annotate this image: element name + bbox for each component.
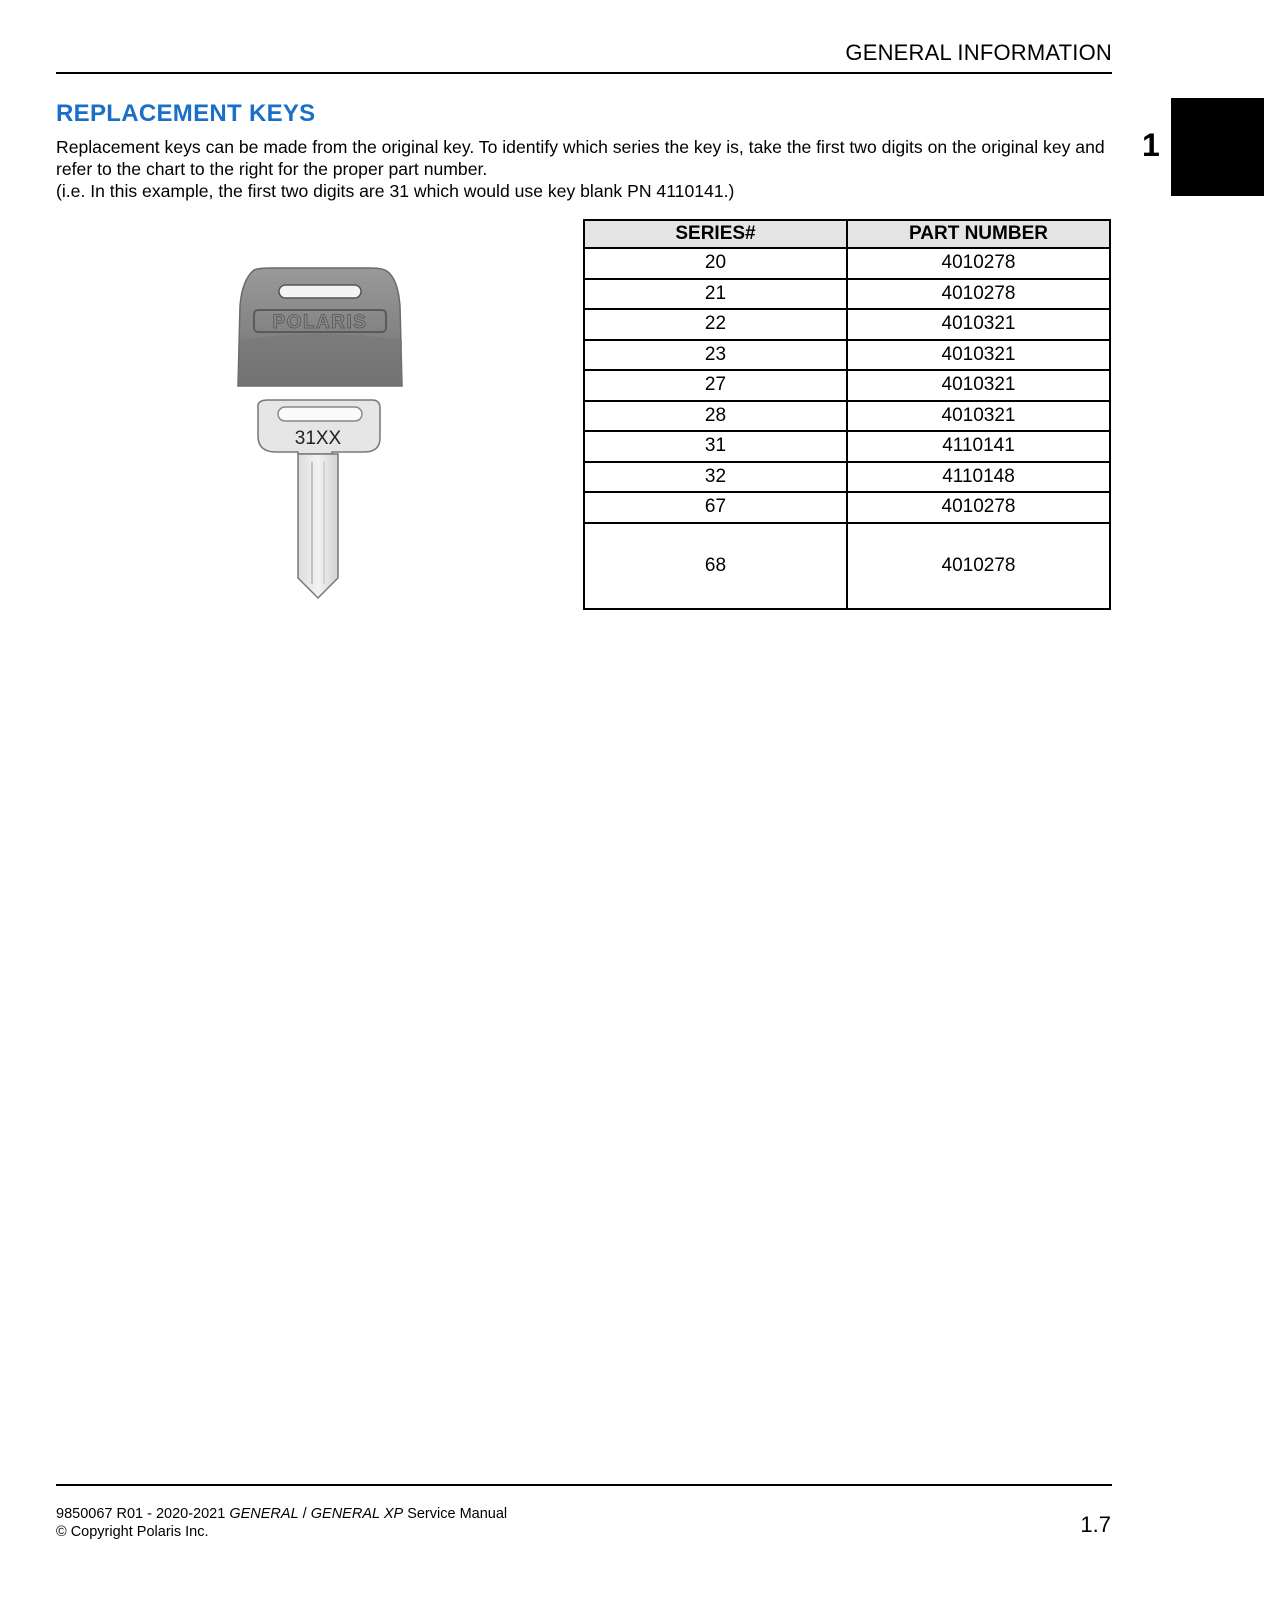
key-blade	[298, 454, 338, 598]
series-cell: 20	[584, 248, 847, 279]
blade-label: 31XX	[294, 428, 342, 449]
table-row	[584, 492, 1110, 523]
footer-info	[56, 1505, 507, 1541]
model-name-general-xp: GENERAL XP	[310, 1506, 404, 1522]
series-cell: 32	[584, 462, 847, 493]
series-cell: 31	[584, 431, 847, 462]
table-row	[584, 401, 1110, 432]
part-number-cell: 4010278	[847, 492, 1110, 523]
table-row	[584, 523, 1110, 609]
part-number-cell: 4010278	[847, 248, 1110, 279]
model-name-general: GENERAL	[229, 1506, 299, 1522]
running-header: GENERAL INFORMATION	[845, 40, 1112, 65]
part-number-cell: 4110141	[847, 431, 1110, 462]
table-row	[584, 462, 1110, 493]
copyright-line: © Copyright Polaris Inc.	[56, 1524, 209, 1540]
table-row	[584, 431, 1110, 462]
chapter-tab-marker	[1171, 98, 1264, 196]
key-icon	[232, 266, 410, 602]
part-number-cell: 4010321	[847, 309, 1110, 340]
page-number: 1.7	[1080, 1512, 1111, 1537]
section-title: REPLACEMENT KEYS	[56, 100, 316, 127]
series-cell: 27	[584, 370, 847, 401]
column-header-series: SERIES#	[584, 220, 847, 248]
section-body	[56, 136, 1116, 202]
series-cell: 28	[584, 401, 847, 432]
part-number-cell: 4010278	[847, 523, 1110, 609]
table-row	[584, 279, 1110, 310]
header-divider	[56, 72, 1112, 74]
series-cell: 67	[584, 492, 847, 523]
parts-table	[583, 219, 1111, 610]
body-paragraph: Replacement keys can be made from the original key. To identify which series the key is, take the first two digits on the original key and refer to the chart to the right for the proper part number.	[56, 137, 1105, 179]
table-row	[584, 340, 1110, 371]
series-cell: 68	[584, 523, 847, 609]
series-cell: 23	[584, 340, 847, 371]
series-cell: 21	[584, 279, 847, 310]
key-ring-slot	[279, 285, 361, 298]
key-illustration	[232, 266, 410, 602]
manual-title-line	[56, 1505, 507, 1523]
part-number-cell: 4010321	[847, 370, 1110, 401]
part-number-cell: 4010321	[847, 401, 1110, 432]
table-row	[584, 370, 1110, 401]
part-number-cell: 4010278	[847, 279, 1110, 310]
manual-suffix: Service Manual	[403, 1506, 508, 1522]
column-header-part-number: PART NUMBER	[847, 220, 1110, 248]
part-number-cell: 4110148	[847, 462, 1110, 493]
series-cell: 22	[584, 309, 847, 340]
footer-divider	[56, 1484, 1112, 1486]
model-separator: /	[298, 1506, 311, 1522]
chapter-number: 1	[1142, 127, 1160, 163]
doc-number: 9850067 R01 - 2020-2021	[56, 1506, 230, 1522]
table-row	[584, 248, 1110, 279]
part-number-cell: 4010321	[847, 340, 1110, 371]
brand-logo: POLARIS	[272, 312, 368, 333]
table-row	[584, 309, 1110, 340]
example-paragraph: (i.e. In this example, the first two digits are 31 which would use key blank PN 4110141.)	[56, 181, 735, 201]
table-header-row	[584, 220, 1110, 248]
